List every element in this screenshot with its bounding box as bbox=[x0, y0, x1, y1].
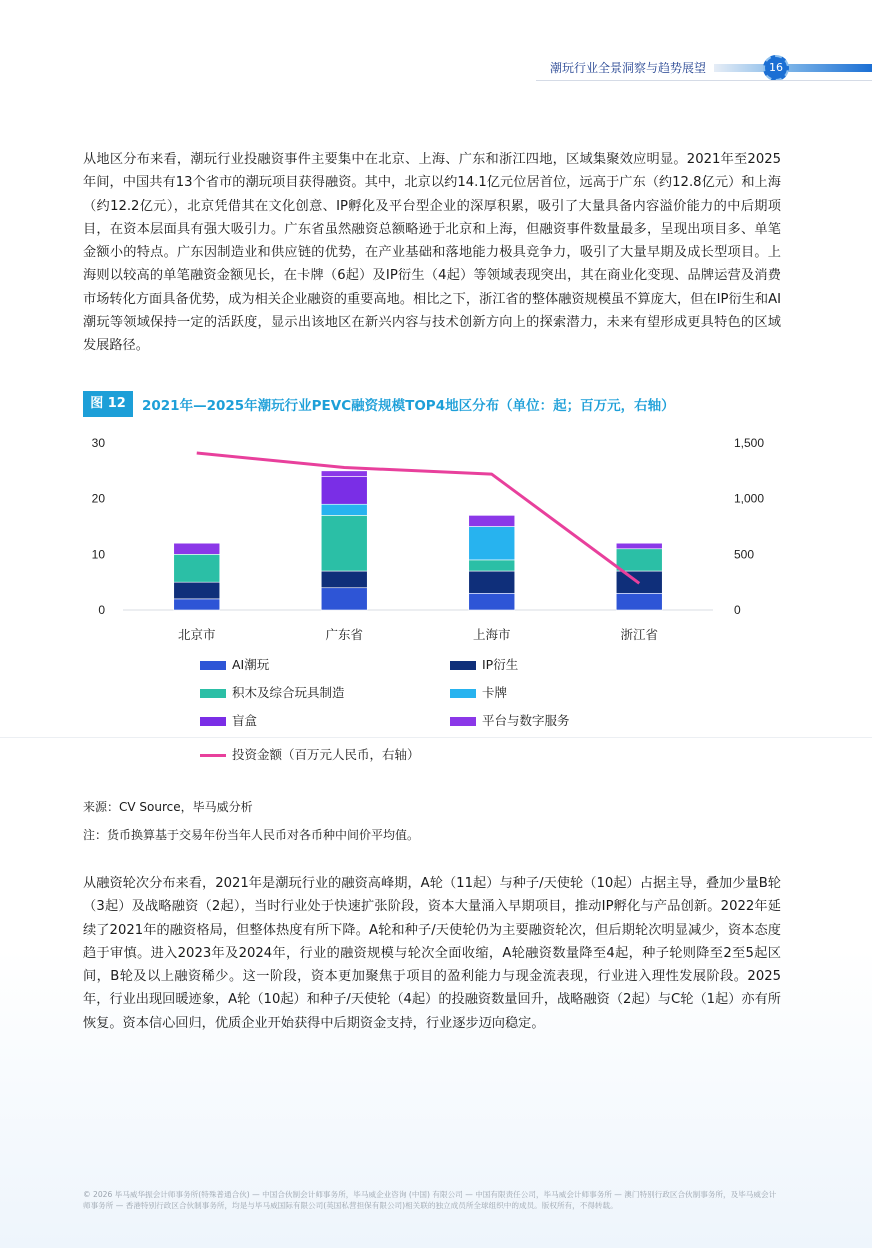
header-decoration bbox=[714, 64, 872, 72]
bar-line-chart bbox=[83, 430, 783, 645]
y2-tick-label: 1,500 bbox=[734, 436, 765, 450]
legend-item bbox=[450, 655, 518, 673]
figure-label: 图 12 bbox=[83, 391, 133, 417]
bar-segment bbox=[321, 571, 367, 588]
x-category-label: 北京市 bbox=[177, 627, 216, 642]
bar-segment bbox=[616, 593, 662, 610]
legend-label: 投资金额（百万元人民币，右轴） bbox=[232, 747, 420, 762]
investment-line bbox=[197, 453, 640, 583]
y-tick-label: 20 bbox=[91, 491, 105, 506]
legend-line-swatch bbox=[200, 754, 226, 757]
legend-label: 平台与数字服务 bbox=[482, 713, 570, 728]
bar-segment bbox=[321, 515, 367, 571]
bar-segment bbox=[174, 599, 220, 610]
x-category-label: 浙江省 bbox=[620, 627, 659, 642]
bar-segment bbox=[321, 476, 367, 504]
legend-item bbox=[450, 711, 570, 729]
body-paragraph-rounds: 从融资轮次分布来看，2021年是潮玩行业的融资高峰期，A轮（11起）与种子/天使轮（10起）占据主导，叠加少量B轮（3起）及战略融资（2起），当时行业处于快速扩张阶段，资本大量涌入早期项目，推动IP孵化与产品创新。2022年延续了2021年的融资格局，但整体热度有所下降。A轮和种子/天使轮仍为主要融资轮次，但后期轮次明显减少，资本态度趋于审慎。进入2023年及2024年，行业的融资规模与轮次全面收缩，A轮融资数量降至4起，种子轮则降至2至5起区间，B轮及以上融资稀少。这一阶段，资本更加聚焦于项目的盈利能力与现金流表现，行业进入理性发展阶段。2025年，行业出现回暖迹象，A轮（10起）和种子/天使轮（4起）的投融资数量回升，战略融资（2起）与C轮（1起）亦有所恢复。资本信心回归，优质企业开始获得中后期资金支持，行业逐步迈向稳定。 bbox=[83, 876, 781, 1031]
header-title: 潮玩行业全景洞察与趋势展望 bbox=[550, 61, 707, 75]
bar-segment bbox=[469, 571, 515, 593]
y2-tick-label: 1,000 bbox=[734, 491, 765, 506]
bar-segment bbox=[616, 543, 662, 549]
page-number: 16 bbox=[763, 55, 789, 81]
legend-item bbox=[200, 655, 269, 673]
chart-legend bbox=[200, 655, 620, 775]
figure-title: 2021年—2025年潮玩行业PEVC融资规模TOP4地区分布（单位：起；百万元，右轴） bbox=[142, 398, 675, 414]
x-category-label: 上海市 bbox=[472, 627, 511, 642]
legend-label: IP衍生 bbox=[482, 657, 519, 672]
legend-label: 盲盒 bbox=[232, 713, 258, 728]
legend-swatch bbox=[450, 661, 476, 670]
body-paragraph-region: 从地区分布来看，潮玩行业投融资事件主要集中在北京、上海、广东和浙江四地，区域集聚效应明显。2021年至2025年间，中国共有13个省市的潮玩项目获得融资。其中，北京以约14.1亿元位居首位，远高于广东（约12.8亿元）和上海（约12.2亿元），北京凭借其在文化创意、IP孵化及平台型企业的深厚积累，吸引了大量具备内容溢价能力的中后期项目，在资本层面具有强大吸引力。广东省虽然融资总额略逊于北京和上海，但融资事件数量最多，呈现出项目多、单笔金额小的特点。广东因制造业和供应链的优势，在产业基础和落地能力极具竞争力，吸引了大量早期及成长型项目。上海则以较高的单笔融资金额见长，在卡牌（6起）及IP衍生（4起）等领域表现突出，其在商业化变现、品牌运营及消费市场转化方面具备优势，成为相关企业融资的重要高地。相比之下，浙江省的整体融资规模虽不算庞大，但在IP衍生和AI潮玩等领域保持一定的活跃度，显示出该地区在新兴内容与技术创新方向上的探索潜力，未来有望形成更具特色的区域发展路径。 bbox=[83, 152, 781, 354]
bar-segment bbox=[174, 582, 220, 599]
bar-segment bbox=[321, 471, 367, 477]
legend-swatch bbox=[200, 689, 226, 698]
legend-swatch bbox=[200, 717, 226, 726]
bar-segment bbox=[469, 593, 515, 610]
legend-item bbox=[200, 711, 257, 729]
legend-item bbox=[450, 683, 507, 701]
y2-tick-label: 500 bbox=[734, 547, 755, 562]
y-tick-label: 30 bbox=[91, 436, 105, 450]
currency-note: 注：货币换算基于交易年份当年人民币对各币种中间价平均值。 bbox=[83, 828, 420, 842]
legend-item bbox=[200, 683, 345, 701]
legend-label: AI潮玩 bbox=[232, 657, 270, 672]
bar-segment bbox=[174, 543, 220, 554]
legend-item-line bbox=[200, 745, 420, 763]
footer-copyright: © 2026 毕马威华振会计师事务所(特殊普通合伙) — 中国合伙制会计师事务所，毕马威企业咨询 (中国) 有限公司 — 中国有限责任公司，毕马威会计师事务所 — 澳门特别行政区合伙制事务所，及毕马威会计师事务所 — 香港特别行政区合伙制事务所，均是与毕马威国际有限公司(英国私营担保有限公司)相关联的独立成员所全球组织中的成员。版权所有，不得转载。 bbox=[83, 1190, 777, 1210]
header-divider bbox=[536, 80, 872, 81]
legend-divider bbox=[0, 737, 872, 738]
legend-swatch bbox=[450, 689, 476, 698]
bar-segment bbox=[469, 515, 515, 526]
legend-label: 卡牌 bbox=[482, 685, 508, 700]
legend-label: 积木及综合玩具制造 bbox=[232, 685, 345, 700]
y-tick-label: 10 bbox=[91, 547, 105, 562]
bar-segment bbox=[469, 527, 515, 560]
bar-segment bbox=[174, 554, 220, 582]
legend-swatch bbox=[200, 661, 226, 670]
source-note: 来源：CV Source，毕马威分析 bbox=[83, 800, 253, 814]
legend-swatch bbox=[450, 717, 476, 726]
bar-segment bbox=[321, 504, 367, 515]
x-category-label: 广东省 bbox=[325, 627, 364, 642]
y2-tick-label: 0 bbox=[734, 603, 741, 617]
page-header bbox=[536, 55, 872, 81]
bar-segment bbox=[321, 588, 367, 610]
bar-segment bbox=[616, 549, 662, 571]
bar-segment bbox=[469, 560, 515, 571]
y-tick-label: 0 bbox=[98, 603, 105, 617]
